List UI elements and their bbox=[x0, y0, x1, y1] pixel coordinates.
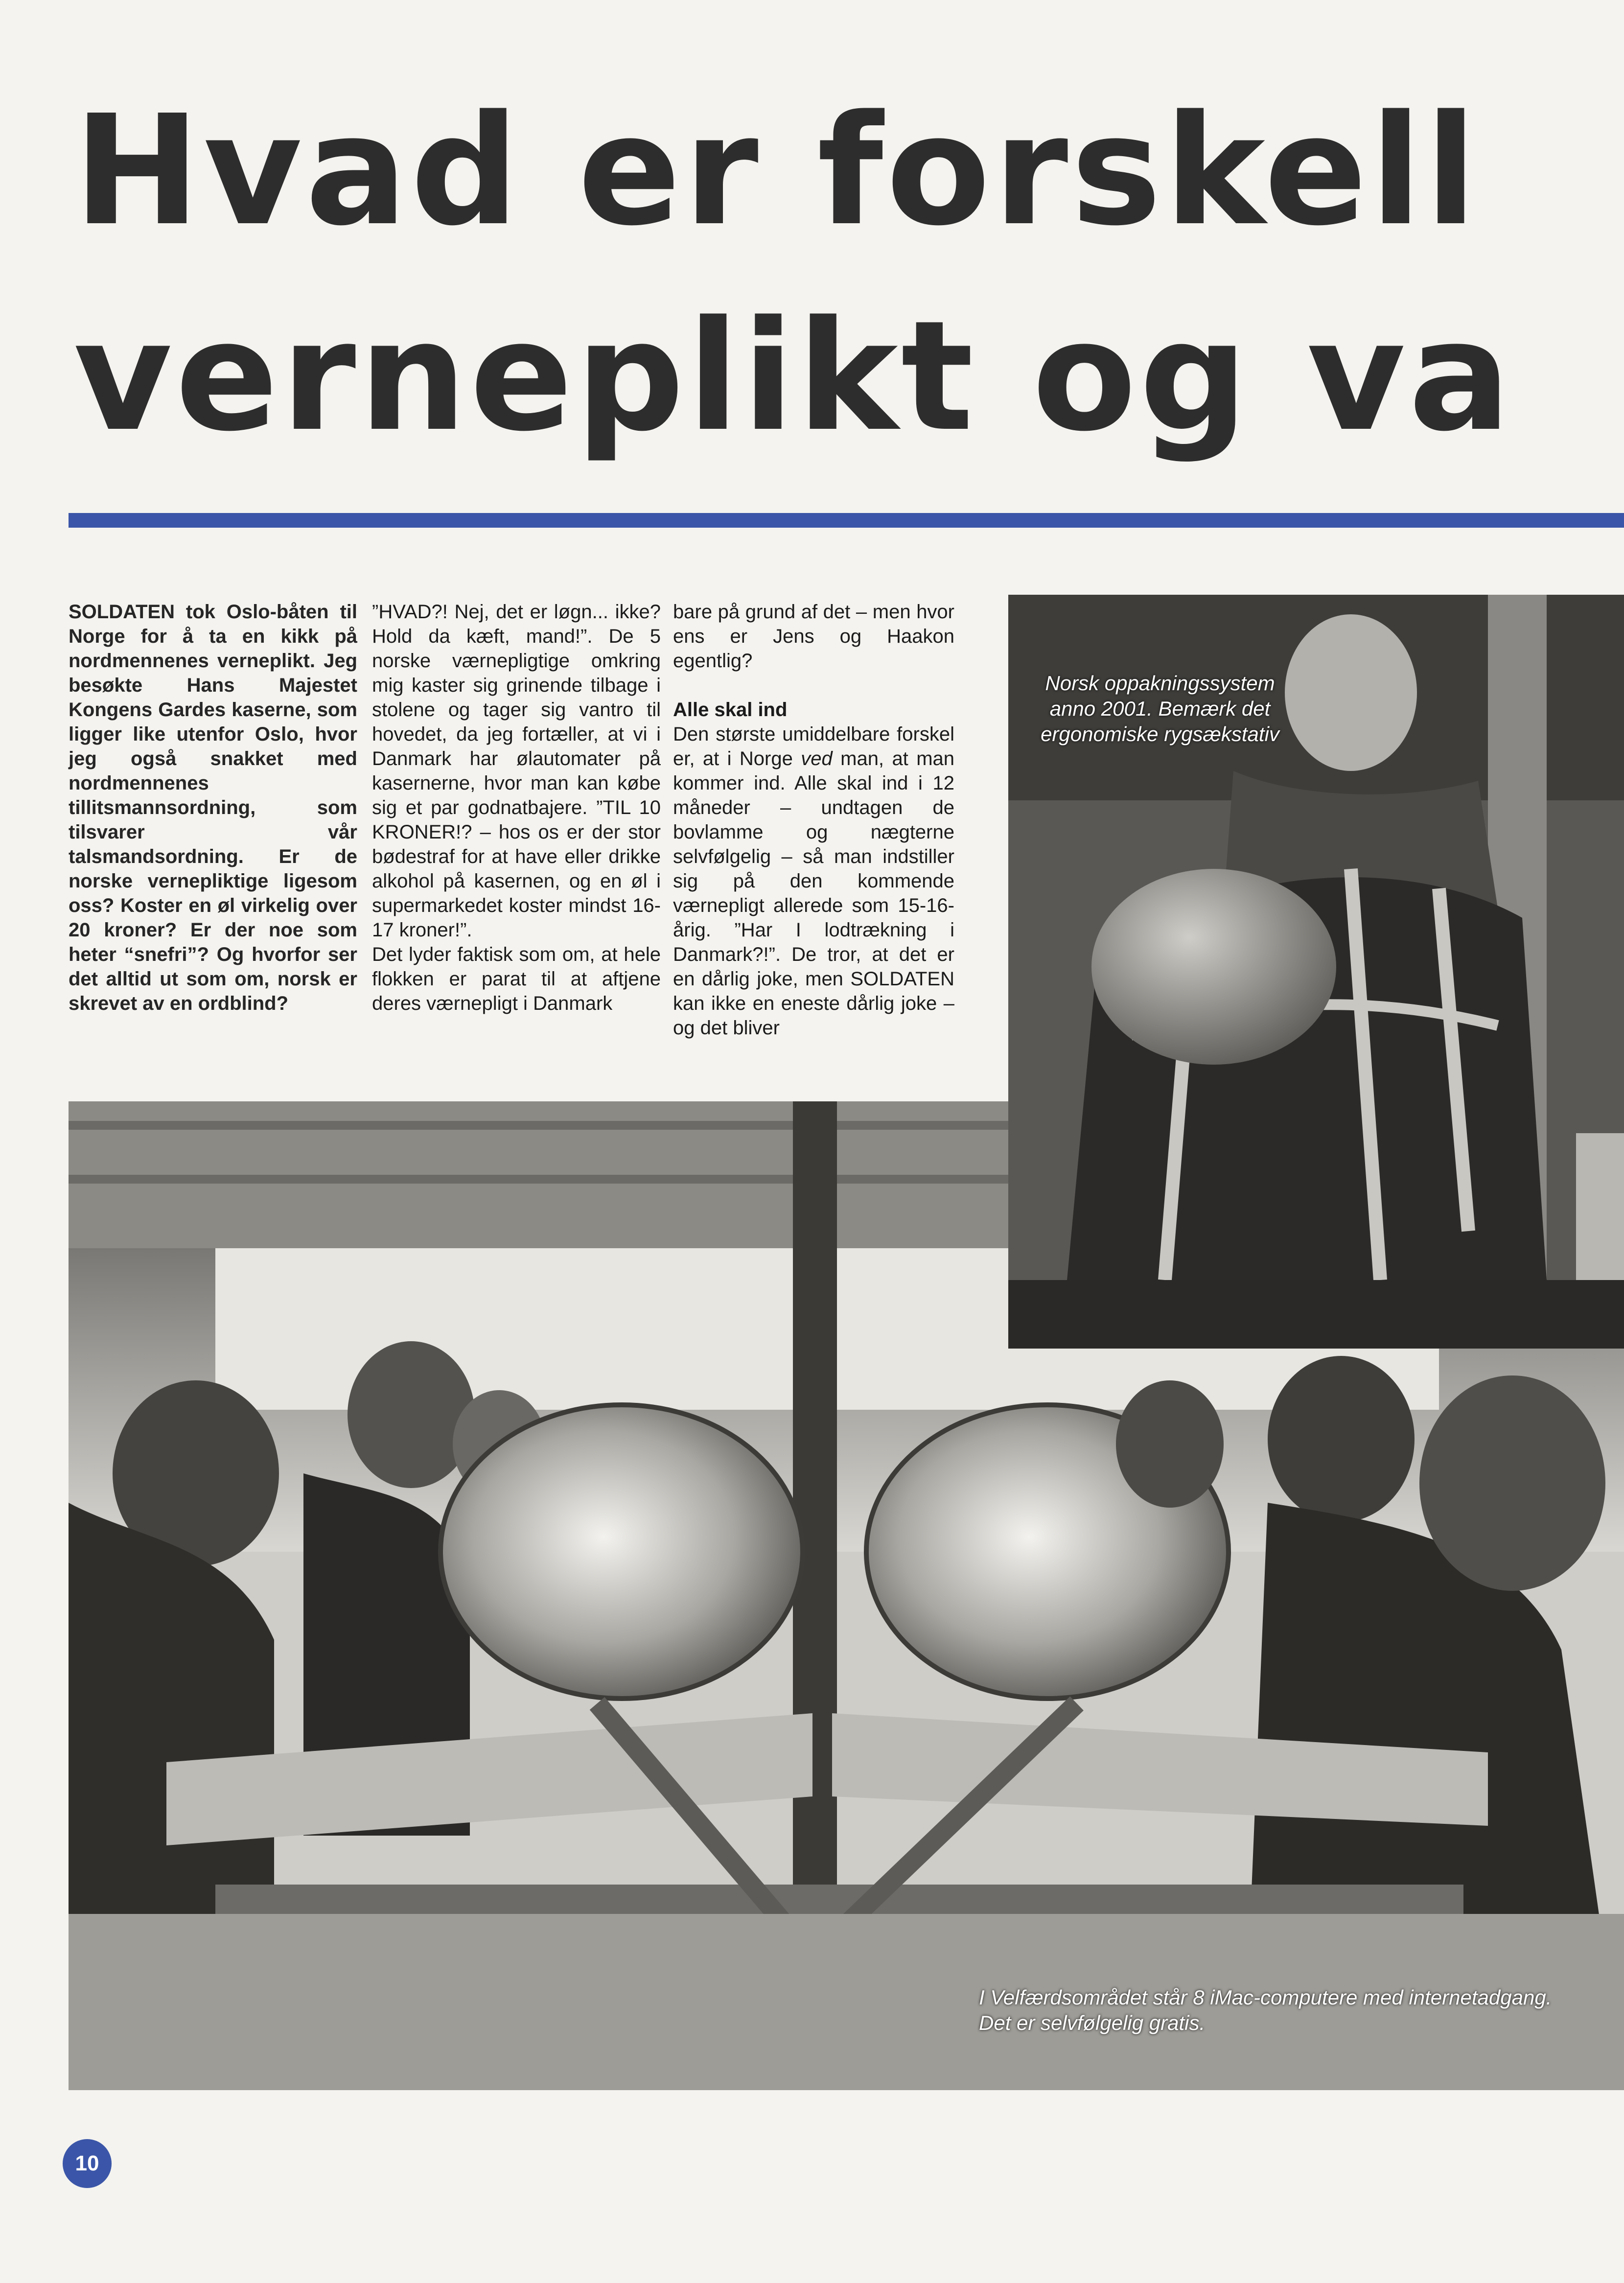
photo-backpack-caption: Norsk oppakningssystem anno 2001. Bemærk det ergonomiske rygsækstativ bbox=[1041, 672, 1279, 745]
headline-line-1: Hvad er forskell bbox=[73, 83, 1480, 259]
column3-paragraph-1: bare på grund af det – men hvor ens er Jens og Haakon egentlig? bbox=[673, 601, 954, 672]
column2-paragraph-1: ”HVAD?! Nej, det er løgn... ikke? Hold da kæft, mand!”. De 5 norske værnepligtige omkring mig kaster sig grinende tilbage i stolene og tager sig vantro til hovedet, da jeg fortæller, at vi i Danmark har ølautomater på kasernerne, hvor man kan købe sig et par godnatbajere. ”TIL 10 KRONER!? – hos os er der stor bødestraf for at have eller drikke alkohol på kasernen, og en øl i supermarkedet koster mindst 16-17 kroner!”. bbox=[372, 601, 661, 941]
photo-computer-room-caption bbox=[979, 1985, 1566, 2036]
headline-line-2: verneplikt og va bbox=[73, 288, 1514, 465]
article-column-3 bbox=[673, 600, 954, 1040]
headline bbox=[73, 69, 1624, 499]
article-column-1 bbox=[69, 600, 357, 1016]
column3-text-part-1: Den største umiddelbare forskel er, at i Norge bbox=[673, 723, 954, 769]
page-number-badge: 10 bbox=[63, 2139, 112, 2188]
intro-paragraph: SOLDATEN tok Oslo-båten til Norge for å ta en kikk på nordmennenes verneplikt. Jeg besøkte Hans Majestet Kongens Gardes kaserne, som ligger like utenfor Oslo, hvor jeg også snakket med nordmennenes tillitsmannsordning, som tilsvarer vår talsmandsordning. Er de norske vernepliktige ligesom oss? Koster en øl virkelig over 20 kroner? Er der noe som heter “snefri”? Og hvorfor ser det alltid ut som om, norsk er skrevet av en ordblind? bbox=[69, 601, 357, 1014]
photo-computer-room-caption-line-2: Det er selvfølgelig gratis. bbox=[979, 2011, 1206, 2034]
column3-paragraph-2 bbox=[673, 722, 954, 1040]
column3-emphasis-ved: ved bbox=[801, 748, 833, 769]
headline-rule bbox=[69, 513, 1624, 528]
photo-computer-room-caption-line-1: I Velfærdsområdet står 8 iMac-computere med internetadgang. bbox=[979, 1986, 1552, 2009]
article-column-2 bbox=[372, 600, 661, 1016]
column2-paragraph-2: Det lyder faktisk som om, at hele flokken er parat til at aftjene deres værnepligt i Danmark bbox=[372, 944, 661, 1014]
subheading-alle-skal-ind: Alle skal ind bbox=[673, 699, 788, 721]
column3-text-part-2: man, at man kommer ind. Alle skal ind i 12 måneder – undtagen de bovlamme og nægterne selvfølgelig – så man indstiller sig på den kommende værnepligt allerede som 15-16-årig. ”Har I lodtrækning i Danmark?!”. De tror, at det er en dårlig joke, men SOLDATEN kan ikke en eneste dårlig joke – og det bliver bbox=[673, 748, 955, 1039]
